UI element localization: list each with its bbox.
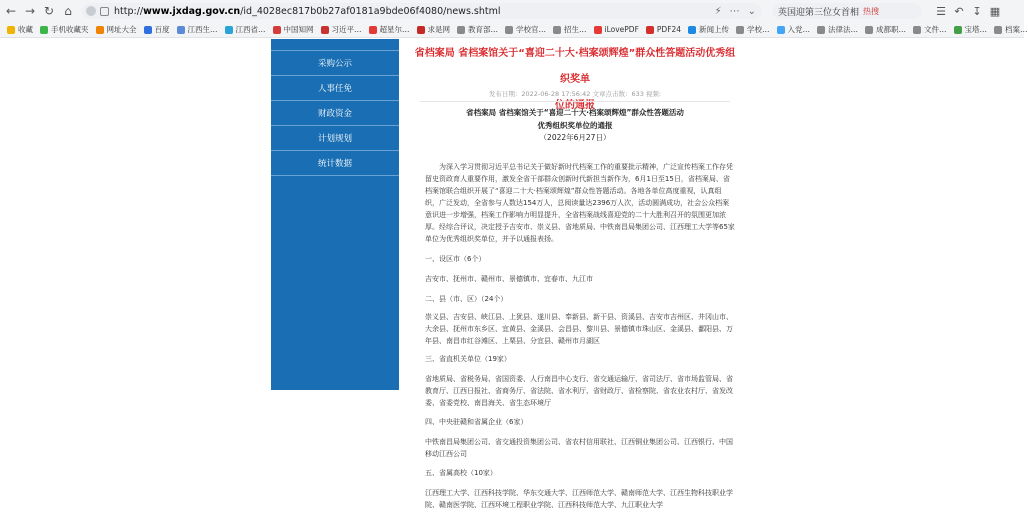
section-heading: 四、中央驻赣和省属企业（6家）: [425, 418, 528, 426]
bookmark-item[interactable]: [321, 24, 362, 35]
bookmark-item[interactable]: [177, 24, 218, 35]
bookmark-favicon-icon: [457, 26, 465, 34]
forward-icon[interactable]: →: [24, 4, 36, 18]
bookmark-item[interactable]: [225, 24, 266, 35]
article-meta: 发布日期：2022-06-28 17:56:42 文章点击数：633 视频:: [488, 90, 662, 98]
bookmark-favicon-icon: [553, 26, 561, 34]
section-body: 江西理工大学、江西科技学院、华东交通大学、江西师范大学、赣南师范大学、江西生物科技职业学院、赣南医学院、江西环境工程职业学院、江西科技师范大学、九江职业大学: [425, 489, 733, 509]
bookmark-label: 习近平…: [331, 25, 362, 34]
section-body: 崇义县、吉安县、峡江县、上犹县、遂川县、奉新县、新干县、资溪县、吉安市吉州区、井冈山市、大余县、抚州市东乡区、宜黄县、金溪县、会昌县、黎川县、景德镇市珠山区、金溪县、鄱阳县、万年县、南昌市红谷滩区、上栗县、分宜县、赣州市月湖区: [425, 313, 733, 345]
bookmark-label: 百度: [154, 25, 170, 34]
bookmark-item[interactable]: [994, 24, 1028, 35]
sidebar-item-statistics[interactable]: 统计数据: [271, 152, 399, 176]
bookmark-favicon-icon: [144, 26, 152, 34]
address-bar[interactable]: [82, 3, 762, 19]
back-icon[interactable]: ←: [5, 4, 17, 18]
section-body: 中铁南昌局集团公司、省交通投资集团公司、省农村信用联社、江西铜业集团公司、江西银行、中国移动江西公司: [425, 438, 733, 458]
bookmark-label: 入党…: [787, 25, 811, 34]
section-heading: 一、设区市（6个）: [425, 255, 486, 263]
bookmark-favicon-icon: [505, 26, 513, 34]
bookmark-item[interactable]: [273, 24, 314, 35]
subtitle-line3: （2022年6月27日）: [539, 133, 611, 142]
divider: [420, 101, 730, 102]
bookmark-label: 学校…: [747, 25, 770, 34]
bookmark-label: 文件…: [924, 25, 947, 34]
url-prefix: http://: [114, 5, 144, 17]
bookmark-item[interactable]: [777, 24, 811, 35]
bookmark-item[interactable]: [505, 24, 546, 35]
bookmark-label: 档案…: [1005, 25, 1028, 34]
hot-search-tag: 热搜: [863, 6, 880, 16]
browser-toolbar: [0, 0, 1024, 22]
bookmark-label: 江西生…: [187, 25, 218, 34]
bookmark-label: 手机收藏夹: [51, 25, 89, 34]
bookmark-item[interactable]: [913, 24, 947, 35]
bookmark-favicon-icon: [417, 26, 425, 34]
download-icon[interactable]: ↧: [972, 4, 982, 18]
sidebar-item-planning[interactable]: 计划规划: [271, 127, 399, 151]
bookmark-label: 网址大全: [106, 25, 137, 34]
bookmark-item[interactable]: [646, 25, 681, 34]
url-host: www.jxdag.gov.cn: [143, 5, 241, 17]
search-box[interactable]: [772, 3, 922, 19]
subtitle-line2: 优秀组织奖单位的通报: [537, 120, 613, 130]
bookmark-favicon-icon: [594, 26, 602, 34]
home-icon[interactable]: ⌂: [64, 4, 72, 18]
web-page: [0, 39, 1024, 527]
menu-dots-icon[interactable]: ⋯: [729, 5, 740, 17]
bookmark-item[interactable]: [144, 24, 170, 35]
bookmark-item[interactable]: [417, 24, 451, 35]
bookmark-item[interactable]: [7, 24, 33, 35]
bookmark-label: 招生…: [564, 25, 587, 34]
bookmark-label: 成都职…: [876, 25, 907, 34]
shield-icon: [86, 6, 96, 16]
bookmark-favicon-icon: [817, 26, 825, 34]
chevron-down-icon[interactable]: ⌄: [747, 5, 756, 17]
bookmark-label: iLovePDF: [604, 25, 639, 34]
bookmark-item[interactable]: [369, 24, 410, 35]
sidebar-top-item[interactable]: [271, 39, 399, 51]
sidebar-nav: [271, 39, 399, 390]
url-text[interactable]: [114, 6, 501, 17]
bookmark-item[interactable]: [594, 25, 639, 34]
reload-icon[interactable]: ↻: [43, 4, 55, 18]
search-query: 英国迎第三位女首相: [778, 7, 860, 18]
bookmark-favicon-icon: [225, 26, 233, 34]
bookmark-item[interactable]: [553, 24, 587, 35]
bookmark-label: 法律法…: [828, 25, 859, 34]
bookmark-favicon-icon: [369, 26, 377, 34]
bookmark-item[interactable]: [817, 24, 858, 35]
url-path: /id_4028ec817b0b27af0181a9bde06f4080/news.shtml: [240, 5, 501, 17]
bookmark-item[interactable]: [736, 24, 770, 35]
bookmark-favicon-icon: [994, 26, 1002, 34]
bookmark-item[interactable]: [688, 24, 729, 35]
section-heading: 三、省直机关单位（19家）: [425, 355, 511, 363]
section-body: 省地质局、省税务局、省国资委、人行南昌中心支行、省交通运输厅、省司法厅、省市场监管局、省教育厅、江西日报社、省商务厅、省法院、省水利厅、省财政厅、省检察院、省农业农村厅、省发改委、省委党校、南昌海关、省生态环境厅: [425, 375, 733, 407]
bookmark-favicon-icon: [736, 26, 744, 34]
sidebar-item-personnel[interactable]: 人事任免: [271, 77, 399, 101]
sidebar-item-procurement[interactable]: 采购公示: [271, 52, 399, 76]
section-heading: 二、县（市、区）（24个）: [425, 295, 508, 303]
article-title-line1: 省档案局 省档案馆关于“喜迎二十大·档案颂辉煌”群众性答题活动优秀组织奖单: [414, 48, 736, 85]
bookmark-item[interactable]: [865, 24, 906, 35]
bookmark-favicon-icon: [7, 26, 15, 34]
bookmark-item[interactable]: [457, 24, 498, 35]
bookmarks-bar: [0, 22, 1028, 38]
bookmark-favicon-icon: [913, 26, 921, 34]
apps-grid-icon[interactable]: ▦: [989, 4, 1001, 18]
bookmark-favicon-icon: [177, 26, 185, 34]
article-subtitle: [410, 107, 740, 145]
bookmark-label: PDF24: [656, 25, 682, 34]
bookmark-label: 新闻上传: [699, 25, 730, 34]
bookmark-label: 学校官…: [516, 25, 546, 34]
bookmark-favicon-icon: [688, 26, 696, 34]
bookmark-favicon-icon: [321, 26, 329, 34]
bookmark-label: 江西省…: [235, 25, 266, 34]
bookmark-label: 中国知网: [283, 25, 314, 34]
bookmark-label: 宝塔…: [964, 25, 988, 34]
bookmark-favicon-icon: [954, 26, 962, 34]
bookmark-label: 收藏: [18, 25, 33, 34]
bookmark-item[interactable]: [40, 24, 89, 35]
undo-icon[interactable]: ↶: [954, 4, 964, 18]
section-heading: 五、省属高校（10家）: [425, 469, 497, 477]
bookmark-favicon-icon: [777, 26, 785, 34]
bookmark-favicon-icon: [96, 26, 104, 34]
bookmark-favicon-icon: [273, 26, 281, 34]
bookmark-item[interactable]: [96, 24, 137, 35]
subtitle-line1: 省档案局 省档案馆关于“喜迎二十大·档案颂辉煌”群众性答题活动: [466, 108, 684, 117]
bookmark-item[interactable]: [954, 24, 988, 35]
menu-icon[interactable]: ☰: [936, 4, 946, 18]
bookmark-label: 教育部…: [468, 25, 498, 34]
bookmark-favicon-icon: [646, 26, 654, 34]
bookmark-favicon-icon: [865, 26, 873, 34]
bookmark-favicon-icon: [40, 26, 48, 34]
bookmark-label: 超星尔…: [379, 25, 410, 34]
article-title-line2: 位的通报: [555, 100, 595, 111]
lock-icon: [100, 7, 109, 16]
section-body: 吉安市、抚州市、赣州市、景德镇市、宜春市、九江市: [425, 275, 593, 283]
bookmark-label: 求是网: [427, 25, 450, 34]
sidebar-item-finance[interactable]: 财政资金: [271, 102, 399, 126]
lightning-icon[interactable]: ⚡: [714, 5, 722, 17]
intro-paragraph: 为深入学习贯彻习近平总书记关于做好新时代档案工作的重要批示精神，广泛宣传档案工作存凭留史资政育人重要作用，激发全省干部群众创新时代新担当新作为，6月1日至15日，省档案局、省档案馆联合组织开展了“喜迎二十大·档案颂辉煌”群众性答题活动。各地各单位高度重视，认真组织，广泛发动，全省参与人数达154万人，总阅读量达2396万人次，活动圆满成功，社会公众档案意识进一步增强，档案工作影响力明显提升，全省档案战线喜迎党的二十大胜利召开的氛围更加浓厚。经综合评议，决定授予吉安市、崇义县、省地质局、中铁南昌局集团公司、江西理工大学等65家单位为优秀组织奖单位，并予以通报表扬。: [425, 163, 735, 243]
